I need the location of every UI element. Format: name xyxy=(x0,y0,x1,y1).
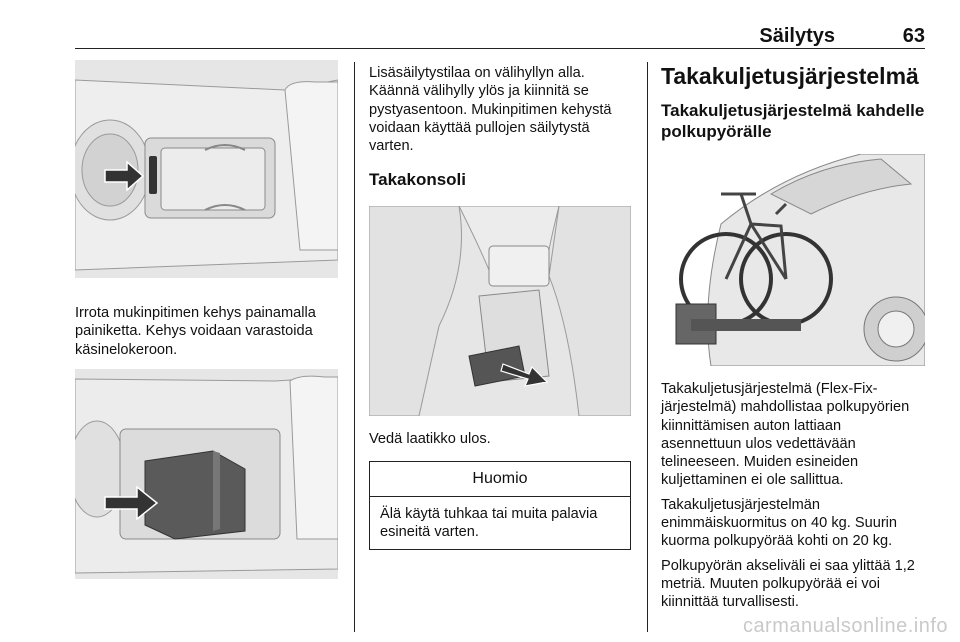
column-divider-1 xyxy=(354,62,355,632)
column-2 xyxy=(369,60,631,550)
bike-carrier-figure xyxy=(661,154,925,366)
rear-console-caption: Vedä laatikko ulos. xyxy=(369,431,491,448)
storage-paragraph: Lisäsäilytystilaa on välihyllyn alla. Käännä välihylly ylös ja kiinnitä se pystyasentoon. Mukinpitimen kehystä voidaan käyttää pullojen säilytystä varten. xyxy=(369,65,612,155)
bike-carrier-paragraph-3: Polkupyörän akseliväli ei saa ylittää 1,2 metriä. Muuten polkupyörää ei voi kiinnittää turvallisesti. xyxy=(661,557,915,611)
cupholder-frame-storage-icon xyxy=(75,369,338,579)
cupholder-release-figure xyxy=(75,60,338,278)
bike-carrier-paragraph-1: Takakuljetusjärjestelmä (Flex-Fix-järjestelmä) mahdollistaa polkupyörien kiinnittämisen auton lattiaan asennettuun ulos vedettävään telineeseen. Muiden esineiden kuljettaminen ei ole sallittua. xyxy=(661,381,910,489)
notice-title: Huomio xyxy=(370,462,630,497)
bike-carrier-paragraph-2: Takakuljetusjärjestelmän enimmäiskuormitus on 40 kg. Suurin kuorma polkupyörää kohti on 20 kg. xyxy=(661,496,898,550)
page-header xyxy=(75,0,925,50)
column-1 xyxy=(75,60,338,579)
rear-console-heading: Takakonsoli xyxy=(369,170,466,190)
bicycle-carrier-icon xyxy=(661,154,925,366)
page-number: 63 xyxy=(902,25,925,47)
header-rule xyxy=(75,48,925,49)
bike-carrier-subheading: Takakuljetusjärjestelmä kahdelle polkupyörälle xyxy=(661,101,925,141)
notice-box xyxy=(369,461,631,551)
rear-console-drawer-icon xyxy=(369,206,631,416)
bike-carrier-heading: Takakuljetusjärjestelmä xyxy=(661,63,919,89)
notice-text: Älä käytä tuhkaa tai muita palavia esineitä varten. xyxy=(380,505,598,541)
column-3 xyxy=(661,60,925,612)
cupholder-storage-figure xyxy=(75,369,338,579)
watermark: carmanualsonline.info xyxy=(742,615,948,637)
cupholder-frame-release-icon xyxy=(75,60,338,278)
cupholder-paragraph: Irrota mukinpitimen kehys painamalla painiketta. Kehys voidaan varastoida käsinelokeroon. xyxy=(75,305,316,358)
column-divider-2 xyxy=(647,62,648,632)
rear-console-figure xyxy=(369,206,631,416)
chapter-title: Säilytys xyxy=(759,25,835,47)
